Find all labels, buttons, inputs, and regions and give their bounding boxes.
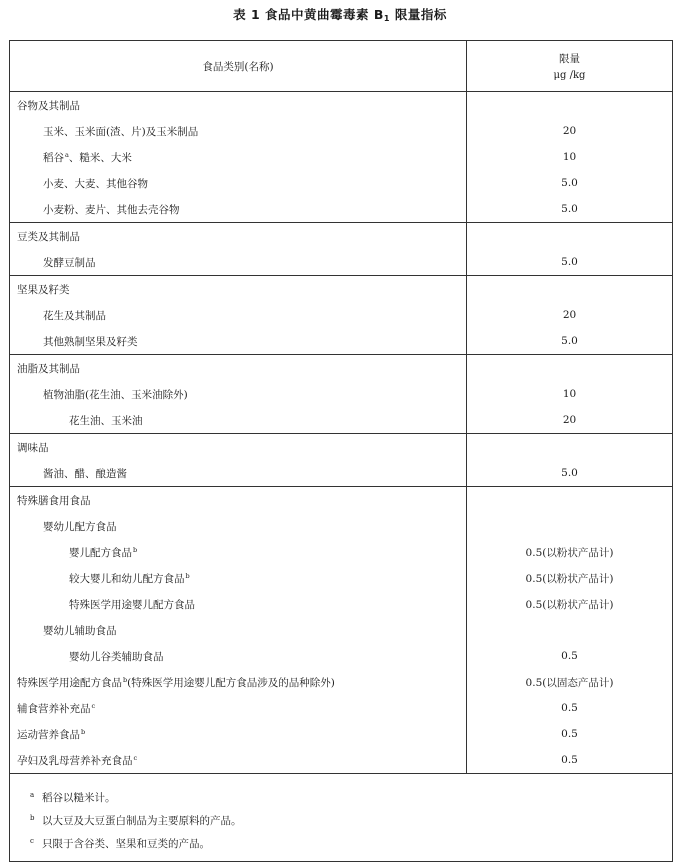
footnote-marker: b	[123, 675, 128, 684]
group-oils-fats	[10, 355, 673, 434]
category-cell	[10, 747, 467, 774]
category-cell: 特殊膳食用食品	[10, 487, 467, 514]
category-name: 运动营养食品	[17, 728, 80, 741]
limit-cell: 5.0	[467, 170, 673, 196]
table-row	[10, 460, 673, 487]
category-cell: 调味品	[10, 434, 467, 461]
category-cell: 花生及其制品	[10, 302, 467, 328]
table-row	[10, 721, 673, 747]
header-limit-label: 限量	[559, 53, 580, 65]
limit-cell: 0.5(以固态产品计)	[467, 669, 673, 695]
category-cell	[10, 695, 467, 721]
limit-cell: 0.5(以粉状产品计)	[467, 565, 673, 591]
footnote-cell	[10, 774, 673, 862]
category-cell: 花生油、玉米油	[10, 407, 467, 434]
footnote-a	[30, 784, 672, 807]
category-cell: 其他熟制坚果及籽类	[10, 328, 467, 355]
group-legumes	[10, 223, 673, 276]
category-cell: 植物油脂(花生油、玉米油除外)	[10, 381, 467, 407]
category-cell: 婴幼儿配方食品	[10, 513, 467, 539]
footnotes	[10, 774, 673, 862]
category-cell: 坚果及籽类	[10, 276, 467, 303]
category-cell: 婴幼儿辅助食品	[10, 617, 467, 643]
table-row	[10, 407, 673, 434]
table-row	[10, 539, 673, 565]
footnote-text: 稻谷以糙米计。	[42, 792, 116, 804]
limit-cell: 0.5(以粉状产品计)	[467, 591, 673, 617]
table-row	[10, 565, 673, 591]
aflatoxin-limit-table	[9, 40, 673, 862]
table-row	[10, 144, 673, 170]
limit-cell: 5.0	[467, 196, 673, 223]
footnote-marker: c	[133, 753, 138, 762]
table-row	[10, 434, 673, 461]
category-cell: 酱油、醋、酿造酱	[10, 460, 467, 487]
footnote-b	[30, 807, 672, 830]
footnote-marker: b	[81, 727, 86, 736]
footnote-marker: b	[185, 571, 190, 580]
limit-cell: 5.0	[467, 249, 673, 276]
table-row	[10, 196, 673, 223]
category-cell	[10, 144, 467, 170]
footnote-c	[30, 830, 672, 853]
category-name-rest: 、糙米、大米	[68, 151, 132, 164]
limit-cell	[467, 92, 673, 119]
table-title-prefix: 表 1 食品中黄曲霉毒素 B	[233, 7, 384, 22]
table-row	[10, 487, 673, 514]
table-row	[10, 328, 673, 355]
category-cell: 小麦粉、麦片、其他去壳谷物	[10, 196, 467, 223]
footnote-text: 只限于含谷类、坚果和豆类的产品。	[42, 838, 210, 850]
category-cell	[10, 721, 467, 747]
header-row	[10, 41, 673, 92]
table-row	[10, 513, 673, 539]
table-row	[10, 381, 673, 407]
limit-cell: 0.5(以粉状产品计)	[467, 539, 673, 565]
limit-cell: 10	[467, 381, 673, 407]
table-row	[10, 302, 673, 328]
category-cell: 发酵豆制品	[10, 249, 467, 276]
limit-cell: 0.5	[467, 747, 673, 774]
table-row	[10, 355, 673, 382]
category-name: 稻谷	[43, 151, 64, 164]
table-title	[0, 5, 680, 27]
category-name: 孕妇及乳母营养补充食品	[17, 754, 133, 767]
table-row	[10, 617, 673, 643]
limit-cell: 0.5	[467, 643, 673, 669]
category-cell: 谷物及其制品	[10, 92, 467, 119]
group-nuts-seeds	[10, 276, 673, 355]
footnote-row	[10, 774, 673, 862]
table-row	[10, 249, 673, 276]
category-name: 婴儿配方食品	[69, 546, 132, 559]
category-name-rest: (特殊医学用途婴儿配方食品涉及的品种除外)	[127, 676, 335, 689]
group-cereals	[10, 92, 673, 223]
limit-cell: 10	[467, 144, 673, 170]
table-row	[10, 118, 673, 144]
footnote-marker: a	[65, 150, 69, 159]
group-condiments	[10, 434, 673, 487]
category-cell: 特殊医学用途婴儿配方食品	[10, 591, 467, 617]
footnote-mark: b	[30, 814, 35, 822]
table-row	[10, 669, 673, 695]
limit-cell	[467, 487, 673, 514]
footnote-marker: c	[91, 701, 96, 710]
category-cell: 婴幼儿谷类辅助食品	[10, 643, 467, 669]
category-cell: 油脂及其制品	[10, 355, 467, 382]
table-row	[10, 170, 673, 196]
limit-cell: 0.5	[467, 721, 673, 747]
limit-cell: 5.0	[467, 328, 673, 355]
footnote-text: 以大豆及大豆蛋白制品为主要原料的产品。	[42, 815, 242, 827]
category-name: 辅食营养补充品	[17, 702, 91, 715]
category-name: 特殊医学用途配方食品	[17, 676, 122, 689]
footnote-mark: c	[30, 837, 34, 845]
limit-cell	[467, 355, 673, 382]
header-category: 食品类别(名称)	[10, 41, 467, 92]
category-cell	[10, 669, 467, 695]
limit-cell	[467, 617, 673, 643]
table-row	[10, 92, 673, 119]
limit-cell	[467, 513, 673, 539]
footnote-mark: a	[30, 791, 35, 799]
table-row	[10, 643, 673, 669]
category-cell: 豆类及其制品	[10, 223, 467, 250]
limit-cell: 20	[467, 302, 673, 328]
limit-cell: 0.5	[467, 695, 673, 721]
table-row	[10, 223, 673, 250]
table-row	[10, 695, 673, 721]
category-cell	[10, 565, 467, 591]
limit-cell	[467, 276, 673, 303]
category-cell: 玉米、玉米面(渣、片)及玉米制品	[10, 118, 467, 144]
footnote-marker: b	[133, 545, 138, 554]
table-row	[10, 591, 673, 617]
limit-cell	[467, 434, 673, 461]
limit-cell: 20	[467, 118, 673, 144]
header-limit	[467, 41, 673, 92]
category-name: 较大婴儿和幼儿配方食品	[69, 572, 185, 585]
header-unit: μg /kg	[553, 70, 586, 81]
limit-cell: 5.0	[467, 460, 673, 487]
table-title-suffix: 限量指标	[390, 7, 447, 22]
limit-cell	[467, 223, 673, 250]
group-special-dietary	[10, 487, 673, 774]
table-row	[10, 747, 673, 774]
table-title-subscript: 1	[383, 14, 390, 23]
category-cell	[10, 539, 467, 565]
table-row	[10, 276, 673, 303]
limit-cell: 20	[467, 407, 673, 434]
category-cell: 小麦、大麦、其他谷物	[10, 170, 467, 196]
